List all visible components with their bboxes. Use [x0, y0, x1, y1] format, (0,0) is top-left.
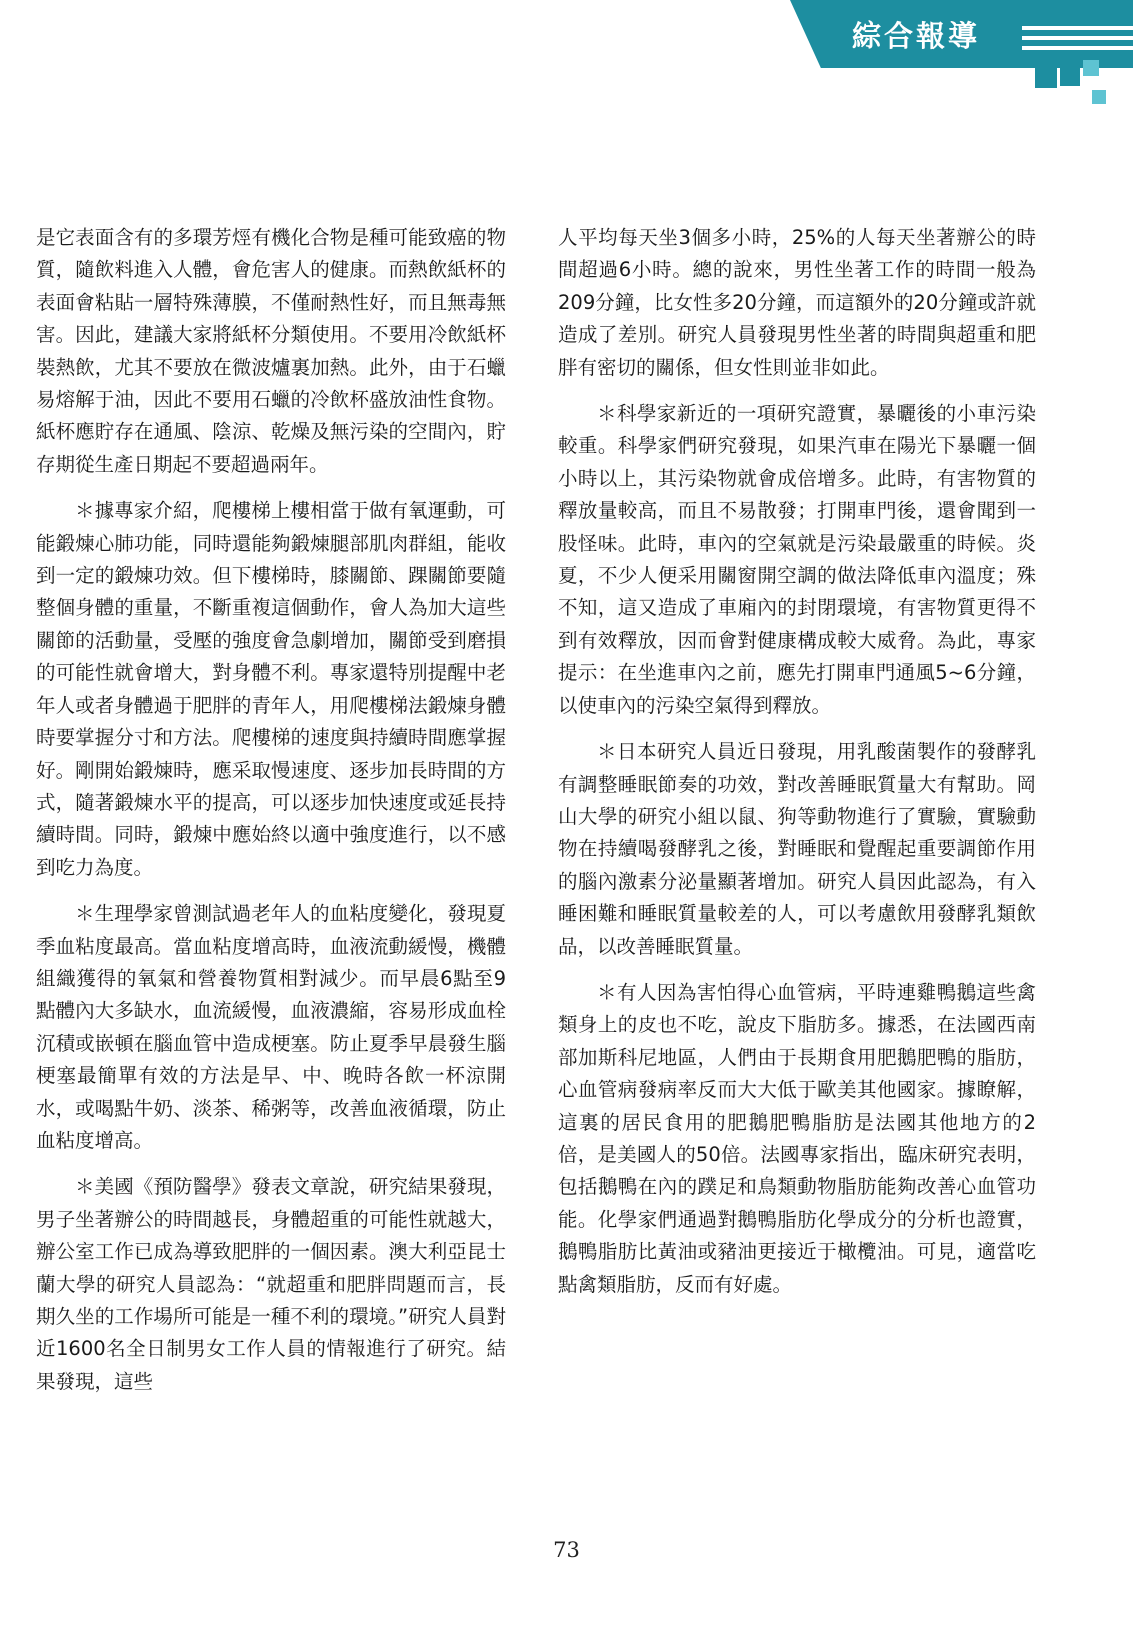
article-paragraph: 人平均每天坐3個多小時，25%的人每天坐著辦公的時間超過6小時。總的說來，男性坐著工作的時間一般為209分鐘，比女性多20分鐘，而這額外的20分鐘或許就造成了差別。研究人員發現男性坐著的時間與超重和肥胖有密切的關係，但女性則並非如此。 [558, 226, 1036, 379]
decor-square [1083, 60, 1099, 76]
article-paragraph: 是它表面含有的多環芳烴有機化合物是種可能致癌的物質，隨飲料進入人體，會危害人的健康。而熱飲紙杯的表面會粘貼一層特殊薄膜，不僅耐熱性好，而且無毒無害。因此，建議大家將紙杯分類使用。不要用冷飲紙杯裝熱飲，尤其不要放在微波爐裏加熱。此外，由于石蠟易熔解于油，因此不要用石蠟的冷飲杯盛放油性食物。紙杯應貯存在通風、陰涼、乾燥及無污染的空間內，貯存期從生產日期起不要超過兩年。 [36, 226, 506, 476]
decor-square [1092, 90, 1106, 104]
right-text-column [558, 222, 1036, 1315]
decor-square [1060, 66, 1080, 86]
header-stripe [1022, 26, 1133, 30]
article-paragraph: ＊日本研究人員近日發現，用乳酸菌製作的發酵乳有調整睡眠節奏的功效，對改善睡眠質量大有幫助。岡山大學的研究小組以鼠、狗等動物進行了實驗，實驗動物在持續喝發酵乳之後，對睡眠和覺醒起重要調節作用的腦內激素分泌量顯著增加。研究人員因此認為，有入睡困難和睡眠質量較差的人，可以考慮飲用發酵乳類飲品，以改善睡眠質量。 [558, 740, 1036, 958]
left-text-column [36, 222, 506, 1412]
article-paragraph: ＊有人因為害怕得心血管病，平時連雞鴨鵝這些禽類身上的皮也不吃，說皮下脂肪多。據悉，在法國西南部加斯科尼地區，人們由于長期食用肥鵝肥鴨的脂肪，心血管病發病率反而大大低于歐美其他國家。據瞭解，這裏的居民食用的肥鵝肥鴨脂肪是法國其他地方的2倍，是美國人的50倍。法國專家指出，臨床研究表明，包括鵝鴨在內的蹼足和鳥類動物脂肪能夠改善心血管功能。化學家們通過對鵝鴨脂肪化學成分的分析也證實，鵝鴨脂肪比黃油或豬油更接近于橄欖油。可見，適當吃點禽類脂肪，反而有好處。 [558, 980, 1036, 1296]
article-paragraph: ＊科學家新近的一項研究證實，暴曬後的小車污染較重。科學家們研究發現，如果汽車在陽光下暴曬一個小時以上，其污染物就會成倍增多。此時，有害物質的釋放量較高，而且不易散發；打開車門後，還會聞到一股怪味。此時，車內的空氣就是污染最嚴重的時候。炎夏，不少人便采用關窗開空調的做法降低車內溫度；殊不知，這又造成了車廂內的封閉環境，有害物質更得不到有效釋放，因而會對健康構成較大威脅。為此，專家提示：在坐進車內之前，應先打開車門通風5~6分鐘，以使車內的污染空氣得到釋放。 [558, 402, 1036, 717]
decor-square [1060, 54, 1072, 66]
header-stripe [1022, 46, 1133, 50]
section-title: 綜合報導 [852, 19, 981, 53]
header-stripe [1022, 36, 1133, 40]
page-number: 73 [553, 1538, 580, 1562]
article-paragraph: ＊生理學家曾測試過老年人的血粘度變化，發現夏季血粘度最高。當血粘度增高時，血液流動緩慢，機體組織獲得的氧氣和營養物質相對減少。而早晨6點至9點體內大多缺水，血流緩慢，血液濃縮，容易形成血栓沉積或嵌頓在腦血管中造成梗塞。防止夏季早晨發生腦梗塞最簡單有效的方法是早、中、晚時各飲一杯涼開水，或喝點牛奶、淡茶、稀粥等，改善血液循環，防止血粘度增高。 [36, 902, 506, 1152]
article-paragraph: ＊據專家介紹，爬樓梯上樓相當于做有氧運動，可能鍛煉心肺功能，同時還能夠鍛煉腿部肌肉群組，能收到一定的鍛煉功效。但下樓梯時，膝關節、踝關節要隨整個身體的重量，不斷重複這個動作，會人為加大這些關節的活動量，受壓的強度會急劇增加，關節受到磨損的可能性就會增大，對身體不利。專家還特別提醒中老年人或者身體過于肥胖的青年人，用爬樓梯法鍛煉身體時要掌握分寸和方法。爬樓梯的速度與持續時間應掌握好。剛開始鍛煉時，應采取慢速度、逐步加長時間的方式，隨著鍛煉水平的提高，可以逐步加快速度或延長持續時間。同時，鍛煉中應始終以適中強度進行，以不感到吃力為度。 [36, 499, 506, 879]
article-paragraph: ＊美國《預防醫學》發表文章說，研究結果發現，男子坐著辦公的時間越長，身體超重的可能性就越大，辦公室工作已成為導致肥胖的一個因素。澳大利亞昆士蘭大學的研究人員認為：“就超重和肥胖問題而言，長期久坐的工作場所可能是一種不利的環境。”研究人員對近1600名全日制男女工作人員的情報進行了研究。結果發現，這些 [36, 1175, 506, 1393]
decor-square [1035, 66, 1057, 88]
